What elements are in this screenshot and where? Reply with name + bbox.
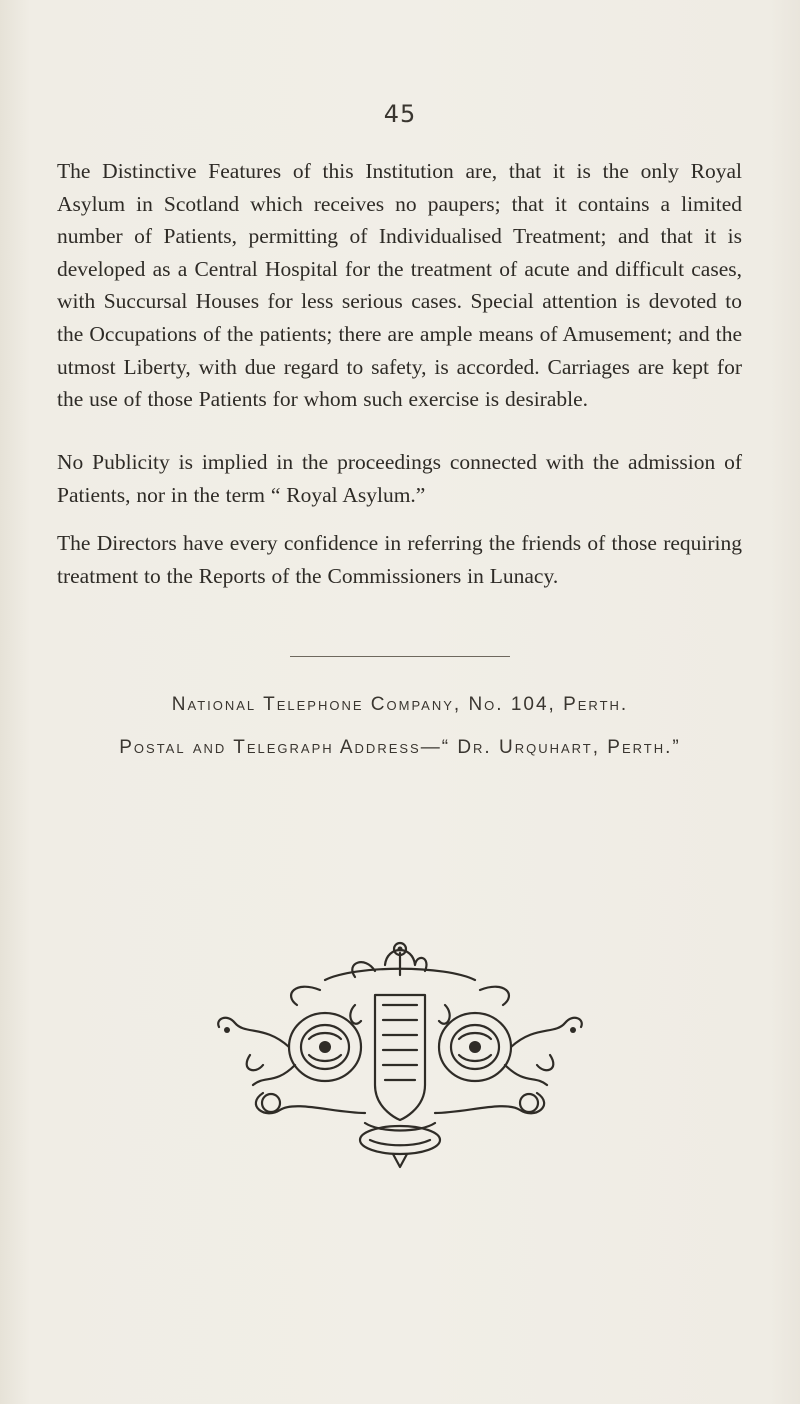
page-number: 45 [383,100,417,128]
decorative-ornament-icon [205,935,595,1175]
paragraph-distinctive-features: The Distinctive Features of this Institution are, that it is the only Royal Asylum in Scotland which receives no paupers; that it contains a limited number of Patients, permitting of Individualised Treatment; and that it is developed as a Central Hospital for the treatment of acute and difficult cases, with Succursal Houses for less serious cases. Special attention is devoted to the Occupations of the patients; there are ample means of Amusement; and the utmost Liberty, with due regard to safety, is accorded. Carriages are kept for the use of those Patients for whom such exercise is desirable. [57,159,742,412]
section-divider [290,656,510,657]
telephone-line: National Telephone Company, No. 104, Perth. [171,694,629,715]
paragraph-directors: The Directors have every confidence in referring the friends of those requiring treatment to the Reports of the Commissioners in Lunacy. [57,531,742,588]
postal-address-line: Postal and Telegraph Address—“ Dr. Urquhart, Perth.” [119,737,681,758]
paragraph-publicity: No Publicity is implied in the proceedings connected with the admission of Patients, nor in the term “ Royal Asylum.” [57,450,742,507]
